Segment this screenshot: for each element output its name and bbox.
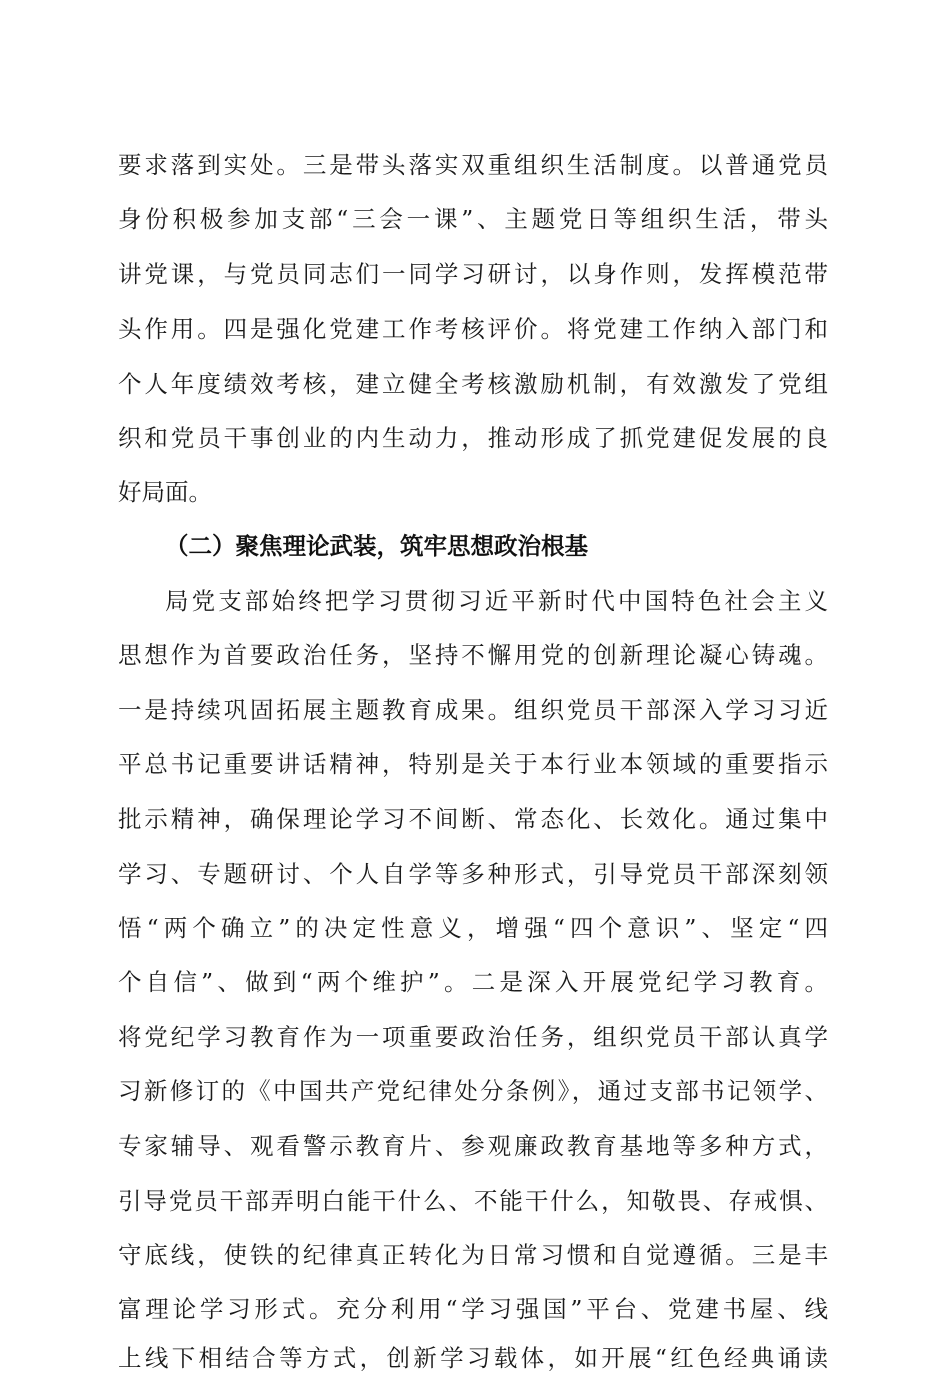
section-heading: （二）聚焦理论武装，筑牢思想政治根基	[165, 532, 588, 560]
paragraph-2-line: 个自信”、做到“两个维护”。二是深入开展党纪学习教育。	[118, 968, 828, 996]
paragraph-1-line: 个人年度绩效考核，建立健全考核激励机制，有效激发了党组	[118, 370, 828, 398]
paragraph-2-line: 专家辅导、观看警示教育片、参观廉政教育基地等多种方式，	[118, 1132, 828, 1160]
paragraph-2-line: 习新修订的《中国共产党纪律处分条例》，通过支部书记领学、	[118, 1077, 828, 1105]
paragraph-1-line: 要求落到实处。三是带头落实双重组织生活制度。以普通党员	[118, 151, 828, 179]
document-page: 要求落到实处。三是带头落实双重组织生活制度。以普通党员 身份积极参加支部“三会一课”、主题党日等组织生活，带头 讲党课，与党员同志们一同学习研讨，以身作则，发挥模范带 头作用。四是强化党建工作考核评价。将党建工作纳入部门和 个人年度绩效考核，建立健全考核激励机制，有效激发了党组 织和党员干事创业的内生动力，推动形成了抓党建促发展的良 好局面。 （二）聚焦理论武装，筑牢思想政治根基 局党支部始终把学习贯彻习近平新时代中国特色社会主义 思想作为首要政治任务，坚持不懈用党的创新理论凝心铸魂。 一是持续巩固拓展主题教育成果。组织党员干部深入学习习近 平总书记重要讲话精神，特别是关于本行业本领域的重要指示 批示精神，确保理论学习不间断、常态化、长效化。通过集中 学习、专题研讨、个人自学等多种形式，引导党员干部深刻领 悟“两个确立”的决定性意义，增强“四个意识”、坚定“四 个自信”、做到“两个维护”。二是深入开展党纪学习教育。 将党纪学习教育作为一项重要政治任务，组织党员干部认真学 习新修订的《中国共产党纪律处分条例》，通过支部书记领学、 专家辅导、观看警示教育片、参观廉政教育基地等多种方式， 引导党员干部弄明白能干什么、不能干什么，知敬畏、存戒惧、 守底线，使铁的纪律真正转化为日常习惯和自觉遵循。三是丰 富理论学习形式。充分利用“学习强国”平台、党建书屋、线 上线下相结合等方式，创新学习载体，如开展“红色经典诵读	[0, 0, 950, 1344]
paragraph-1-line: 身份积极参加支部“三会一课”、主题党日等组织生活，带头	[118, 205, 828, 233]
paragraph-1-line: 头作用。四是强化党建工作考核评价。将党建工作纳入部门和	[118, 315, 828, 343]
paragraph-2-line: 一是持续巩固拓展主题教育成果。组织党员干部深入学习习近	[118, 696, 828, 724]
paragraph-2-line: 悟“两个确立”的决定性意义，增强“四个意识”、坚定“四	[118, 914, 828, 942]
paragraph-2-line: 思想作为首要政治任务，坚持不懈用党的创新理论凝心铸魂。	[118, 641, 828, 669]
paragraph-2-line: 局党支部始终把学习贯彻习近平新时代中国特色社会主义	[165, 587, 828, 615]
paragraph-2-line: 平总书记重要讲话精神，特别是关于本行业本领域的重要指示	[118, 750, 828, 778]
paragraph-2-line: 将党纪学习教育作为一项重要政治任务，组织党员干部认真学	[118, 1023, 828, 1051]
paragraph-1-line: 讲党课，与党员同志们一同学习研讨，以身作则，发挥模范带	[118, 260, 828, 288]
paragraph-2-line: 批示精神，确保理论学习不间断、常态化、长效化。通过集中	[118, 805, 828, 833]
paragraph-1-line: 好局面。	[118, 478, 212, 506]
paragraph-2-line: 引导党员干部弄明白能干什么、不能干什么，知敬畏、存戒惧、	[118, 1187, 828, 1215]
paragraph-2-line: 守底线，使铁的纪律真正转化为日常习惯和自觉遵循。三是丰	[118, 1241, 828, 1269]
paragraph-2-line: 富理论学习形式。充分利用“学习强国”平台、党建书屋、线	[118, 1295, 828, 1323]
paragraph-1-line: 织和党员干事创业的内生动力，推动形成了抓党建促发展的良	[118, 424, 828, 452]
paragraph-2-line: 学习、专题研讨、个人自学等多种形式，引导党员干部深刻领	[118, 860, 828, 888]
